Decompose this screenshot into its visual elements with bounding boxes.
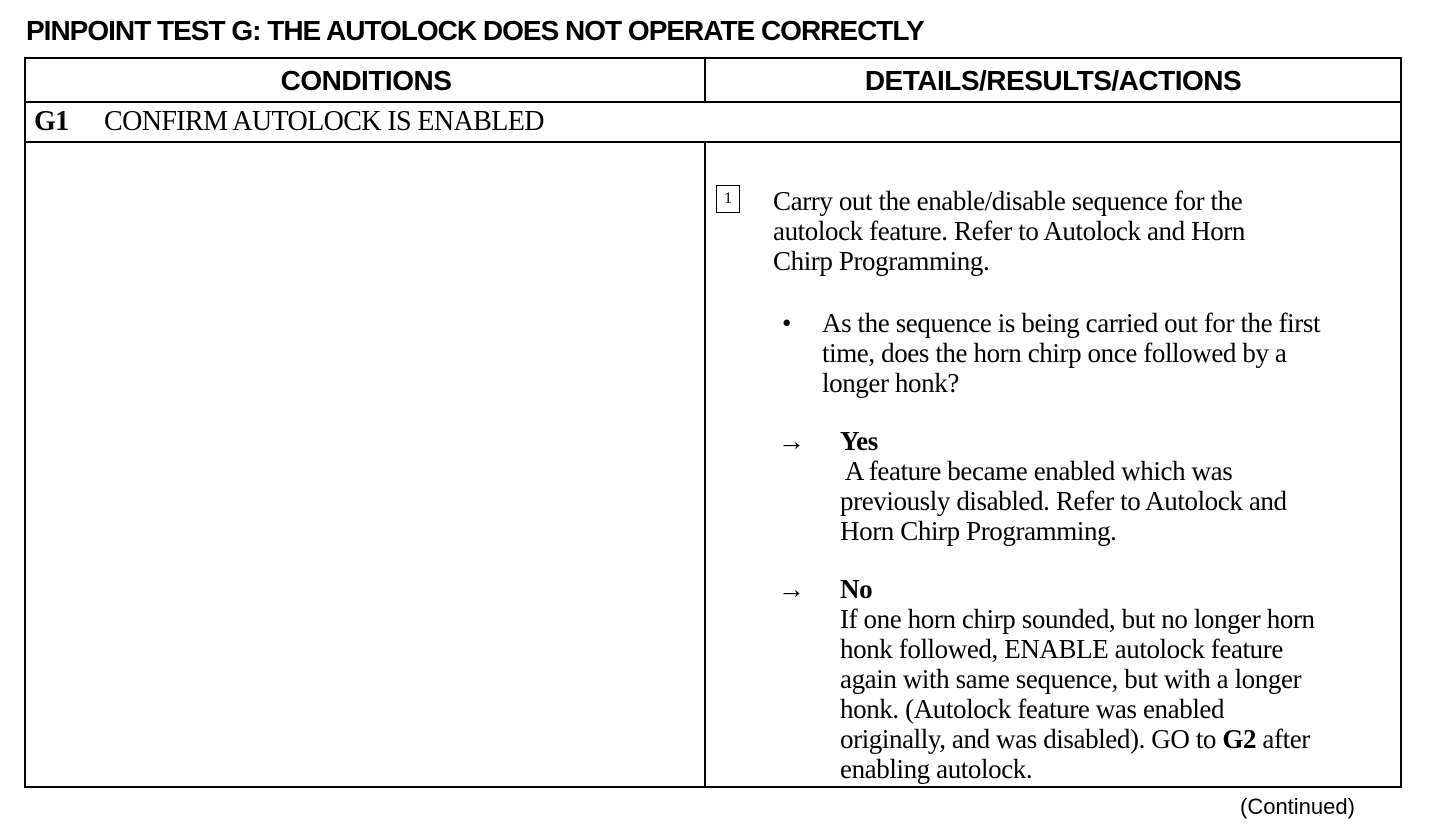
no-line-goto bbox=[840, 724, 1315, 754]
step-title: CONFIRM AUTOLOCK IS ENABLED bbox=[104, 106, 544, 137]
bullet-line: longer honk? bbox=[822, 368, 959, 398]
column-divider-bottom bbox=[704, 143, 706, 786]
no-arrow-icon: → bbox=[778, 574, 805, 604]
substep-line: Chirp Programming. bbox=[773, 246, 990, 276]
bullet-question bbox=[822, 308, 1320, 398]
column-divider-top bbox=[704, 59, 706, 103]
no-line: If one horn chirp sounded, but no longer horn bbox=[840, 604, 1315, 634]
details-header: DETAILS/RESULTS/ACTIONS bbox=[864, 65, 1242, 96]
substep-line: autolock feature. Refer to Autolock and Horn bbox=[773, 216, 1245, 246]
no-result bbox=[840, 574, 1315, 784]
bullet-icon: • bbox=[782, 308, 792, 338]
yes-arrow-icon: → bbox=[778, 426, 805, 456]
conditions-header: CONDITIONS bbox=[280, 65, 452, 96]
yes-line: A feature became enabled which was bbox=[840, 456, 1233, 486]
yes-line: previously disabled. Refer to Autolock and bbox=[840, 486, 1287, 516]
no-line: honk followed, ENABLE autolock feature bbox=[840, 634, 1283, 664]
no-goto-pre: originally, and was disabled). GO to bbox=[840, 724, 1223, 754]
step-row bbox=[34, 103, 544, 141]
no-line: again with same sequence, but with a longer bbox=[840, 664, 1302, 694]
yes-result bbox=[840, 426, 1287, 546]
no-goto-post: after bbox=[1256, 724, 1310, 754]
goto-step-ref: G2 bbox=[1222, 724, 1257, 754]
no-label: No bbox=[840, 574, 873, 604]
step-id: G1 bbox=[34, 106, 69, 137]
continued-label: (Continued) bbox=[1240, 794, 1355, 819]
no-line: honk. (Autolock feature was enabled bbox=[840, 694, 1225, 724]
no-line: enabling autolock. bbox=[840, 754, 1033, 784]
page-title: PINPOINT TEST G: THE AUTOLOCK DOES NOT OPERATE CORRECTLY bbox=[26, 15, 924, 46]
substep-line: Carry out the enable/disable sequence for the bbox=[773, 186, 1243, 216]
substep-number-box: 1 bbox=[716, 185, 740, 213]
substep-text bbox=[773, 186, 1245, 276]
yes-label: Yes bbox=[840, 426, 878, 456]
yes-line: Horn Chirp Programming. bbox=[840, 516, 1117, 546]
bullet-line: As the sequence is being carried out for the first bbox=[822, 308, 1321, 338]
step-divider bbox=[26, 141, 1400, 143]
bullet-line: time, does the horn chirp once followed by a bbox=[822, 338, 1287, 368]
